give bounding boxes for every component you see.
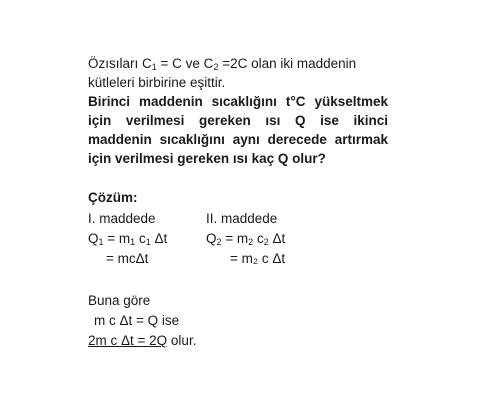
second-substance-equation: $Q_2 = m_2$ $c_2$ Δt [206, 231, 286, 247]
document-body [88, 54, 388, 351]
conclusion-block [88, 291, 388, 351]
conclusion-intro: Buna göre [88, 293, 151, 308]
first-substance-result: = mcΔt [106, 251, 149, 266]
intro-paragraph: Özısıları $C_1 = C$ ve $C_2 =2C$ olan iki maddenin kütleleri birbirine eşittir. [88, 56, 357, 90]
first-substance-header: I. maddede [88, 211, 156, 226]
problem-statement: Birinci maddenin sıcaklığını t°C yükseltmek için verilmesi gereken ısı Q ise ikinci maddenin sıcaklığını aynı derecede artırmak için verilmesi gereken ısı kaç Q olur? [88, 94, 388, 166]
faint-background-text [310, 22, 314, 36]
second-substance-result: = m₂ c Δt [230, 251, 286, 266]
conclusion-result: 2m c Δt = 2Q olur. [88, 333, 197, 348]
solution-title: Çözüm: [88, 190, 138, 205]
conclusion-result-underlined: 2m c Δt = 2Q [88, 333, 168, 348]
conclusion-premise: m c Δt = Q ise [94, 313, 180, 328]
first-substance-column [88, 209, 206, 269]
second-substance-column [206, 209, 376, 269]
second-substance-header: II. maddede [206, 211, 278, 226]
solution-columns [88, 209, 388, 269]
first-substance-equation: $Q_1 = m_1$ $c_1$ Δt [88, 231, 168, 247]
